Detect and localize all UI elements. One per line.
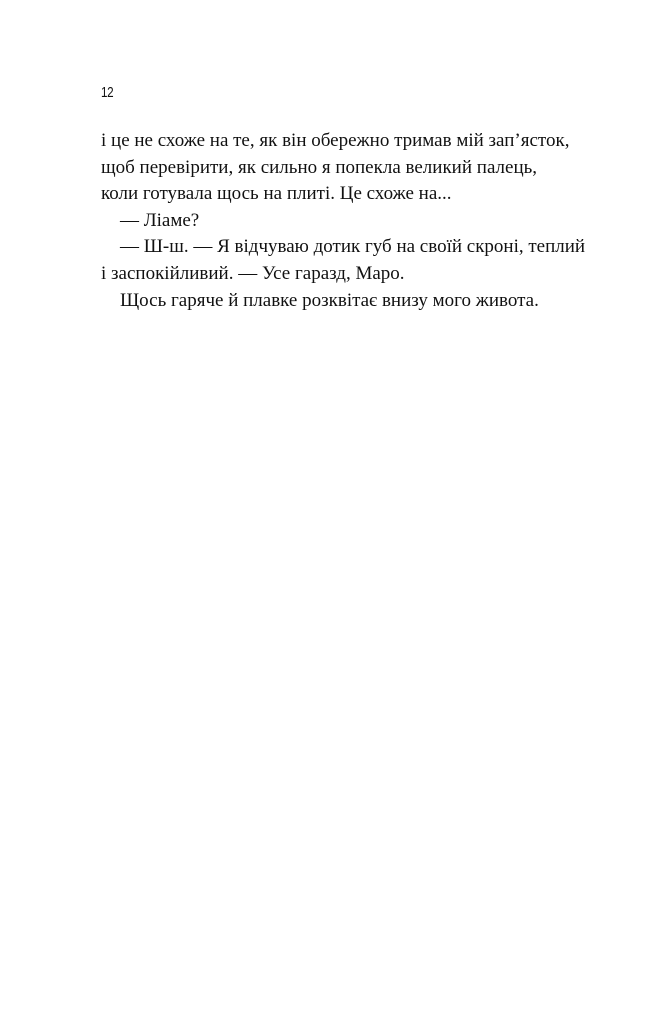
paragraph-line: Щось гаряче й плавке розквітає внизу мого живота. <box>120 289 539 311</box>
text-line: коли готувала щось на плиті. Це схоже на... <box>101 183 452 205</box>
text-line: і це не схоже на те, як він обережно тримав мій зап’ясток, <box>101 130 570 151</box>
dialogue-line: — Ш-ш. — Я відчуваю дотик губ на своїй скроні, теплий <box>120 236 586 258</box>
dialogue-line: — Ліаме? <box>120 209 200 231</box>
page-number: 12 <box>101 84 114 101</box>
text-line: і заспокійливий. — Усе гаразд, Маро. <box>101 262 405 284</box>
body-text <box>101 128 587 314</box>
text-line: щоб перевірити, як сильно я попекла великий палець, <box>101 156 538 178</box>
